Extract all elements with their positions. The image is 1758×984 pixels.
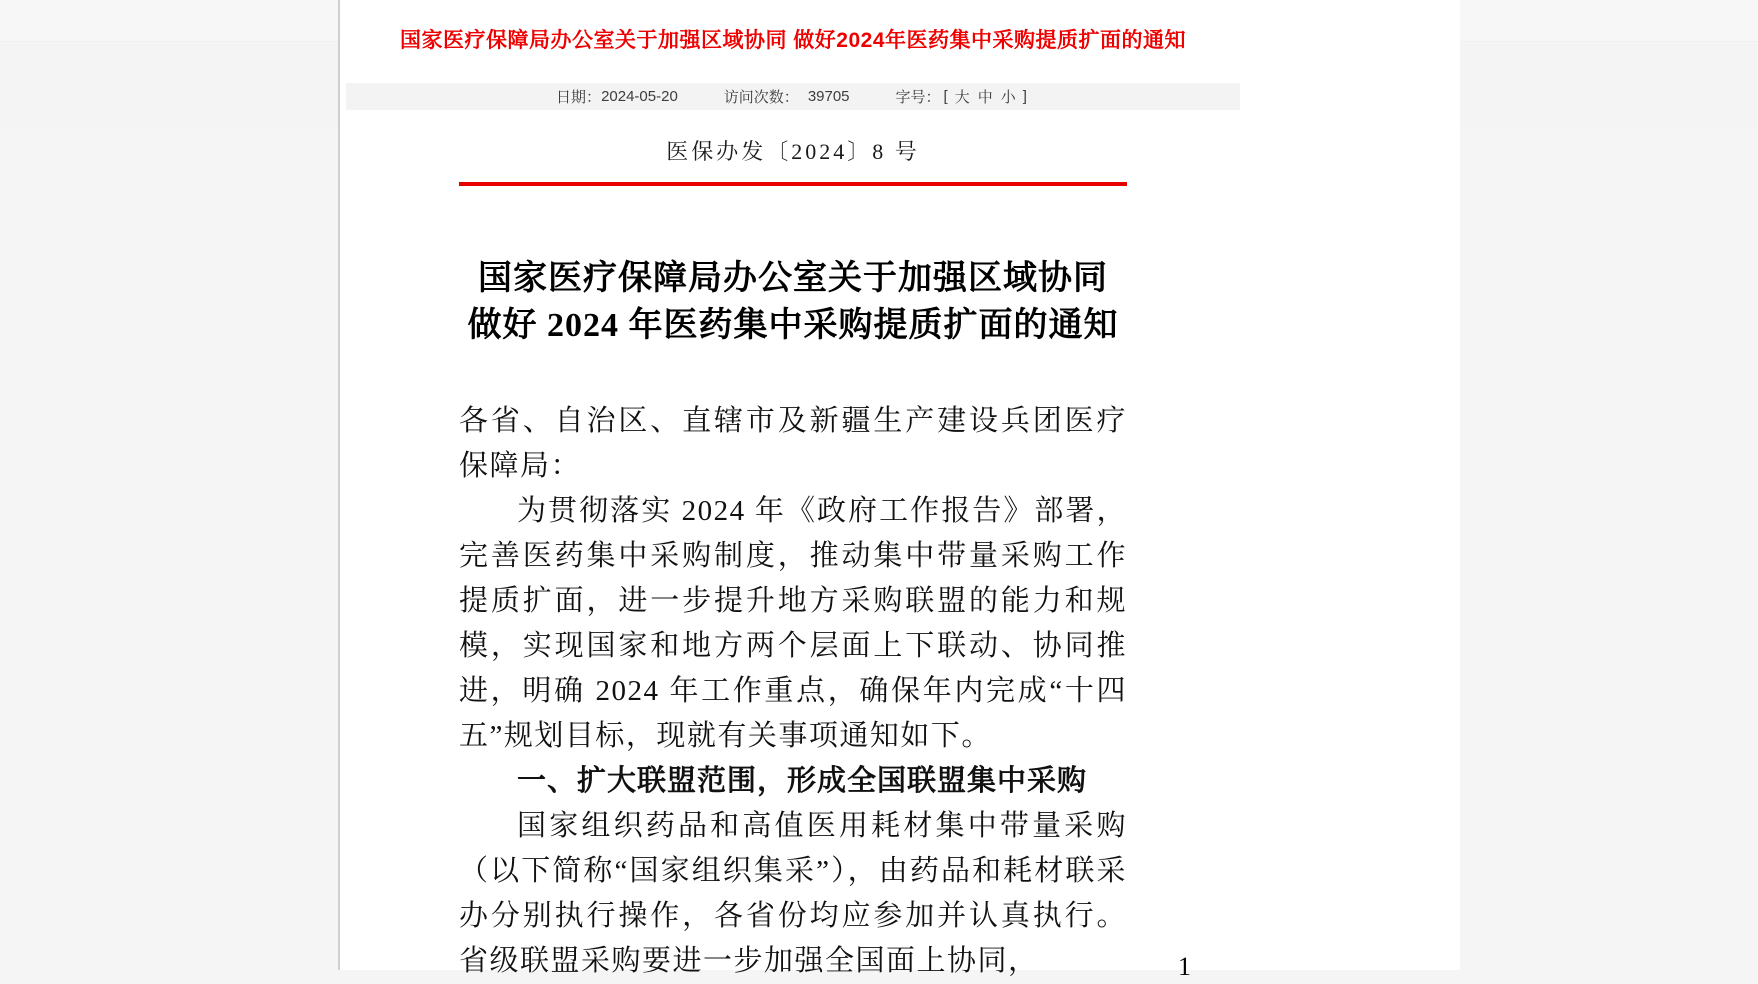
font-small-button[interactable]: 小 bbox=[1000, 89, 1016, 106]
document-title-line2: 做好 2024 年医药集中采购提质扩面的通知 bbox=[467, 307, 1119, 344]
page-number: 1 bbox=[1178, 952, 1191, 981]
document-title bbox=[346, 255, 1240, 349]
salutation-paragraph: 各省、自治区、直辖市及新疆生产建设兵团医疗保障局： bbox=[459, 405, 1127, 482]
date-value: 2024-05-20 bbox=[601, 88, 678, 105]
font-medium-button[interactable]: 中 bbox=[977, 89, 993, 106]
document-number: 医保办发〔2024〕8 号 bbox=[666, 139, 920, 164]
article-page bbox=[338, 0, 1460, 981]
page-title: 国家医疗保障局办公室关于加强区域协同 做好2024年医药集中采购提质扩面的通知 bbox=[399, 29, 1187, 52]
document-title-line1: 国家医疗保障局办公室关于加强区域协同 bbox=[478, 260, 1108, 297]
font-large-button[interactable]: 大 bbox=[954, 89, 970, 106]
section-heading: 一、扩大联盟范围，形成全国联盟集中采购 bbox=[517, 765, 1088, 797]
body-paragraph: 国家组织药品和高值医用耗材集中带量采购（以下简称“国家组织集采”），由药品和耗材联采办分别执行操作，各省份均应参加并认真执行。省级联盟采购要进一步加强全国面上协同， bbox=[459, 810, 1127, 977]
red-divider bbox=[459, 182, 1127, 186]
meta-bar bbox=[346, 83, 1240, 110]
date-label: 日期： bbox=[556, 89, 602, 106]
fontsize-bracket-close: ] bbox=[1022, 88, 1027, 105]
visits-value: 39705 bbox=[807, 88, 850, 105]
article-content bbox=[346, 0, 1240, 984]
fontsize-label: 字号： bbox=[895, 89, 941, 106]
body-paragraph: 为贯彻落实 2024 年《政府工作报告》部署，完善医药集中采购制度，推动集中带量采购工作提质扩面，进一步提升地方采购联盟的能力和规模，实现国家和地方两个层面上下联动、协同推进，明确 2024 年工作重点，确保年内完成“十四五”规划目标，现就有关事项通知如下。 bbox=[459, 495, 1127, 752]
fontsize-bracket-open: [ bbox=[943, 88, 948, 105]
visits-label: 访问次数： bbox=[723, 89, 799, 106]
document-body bbox=[459, 399, 1127, 984]
